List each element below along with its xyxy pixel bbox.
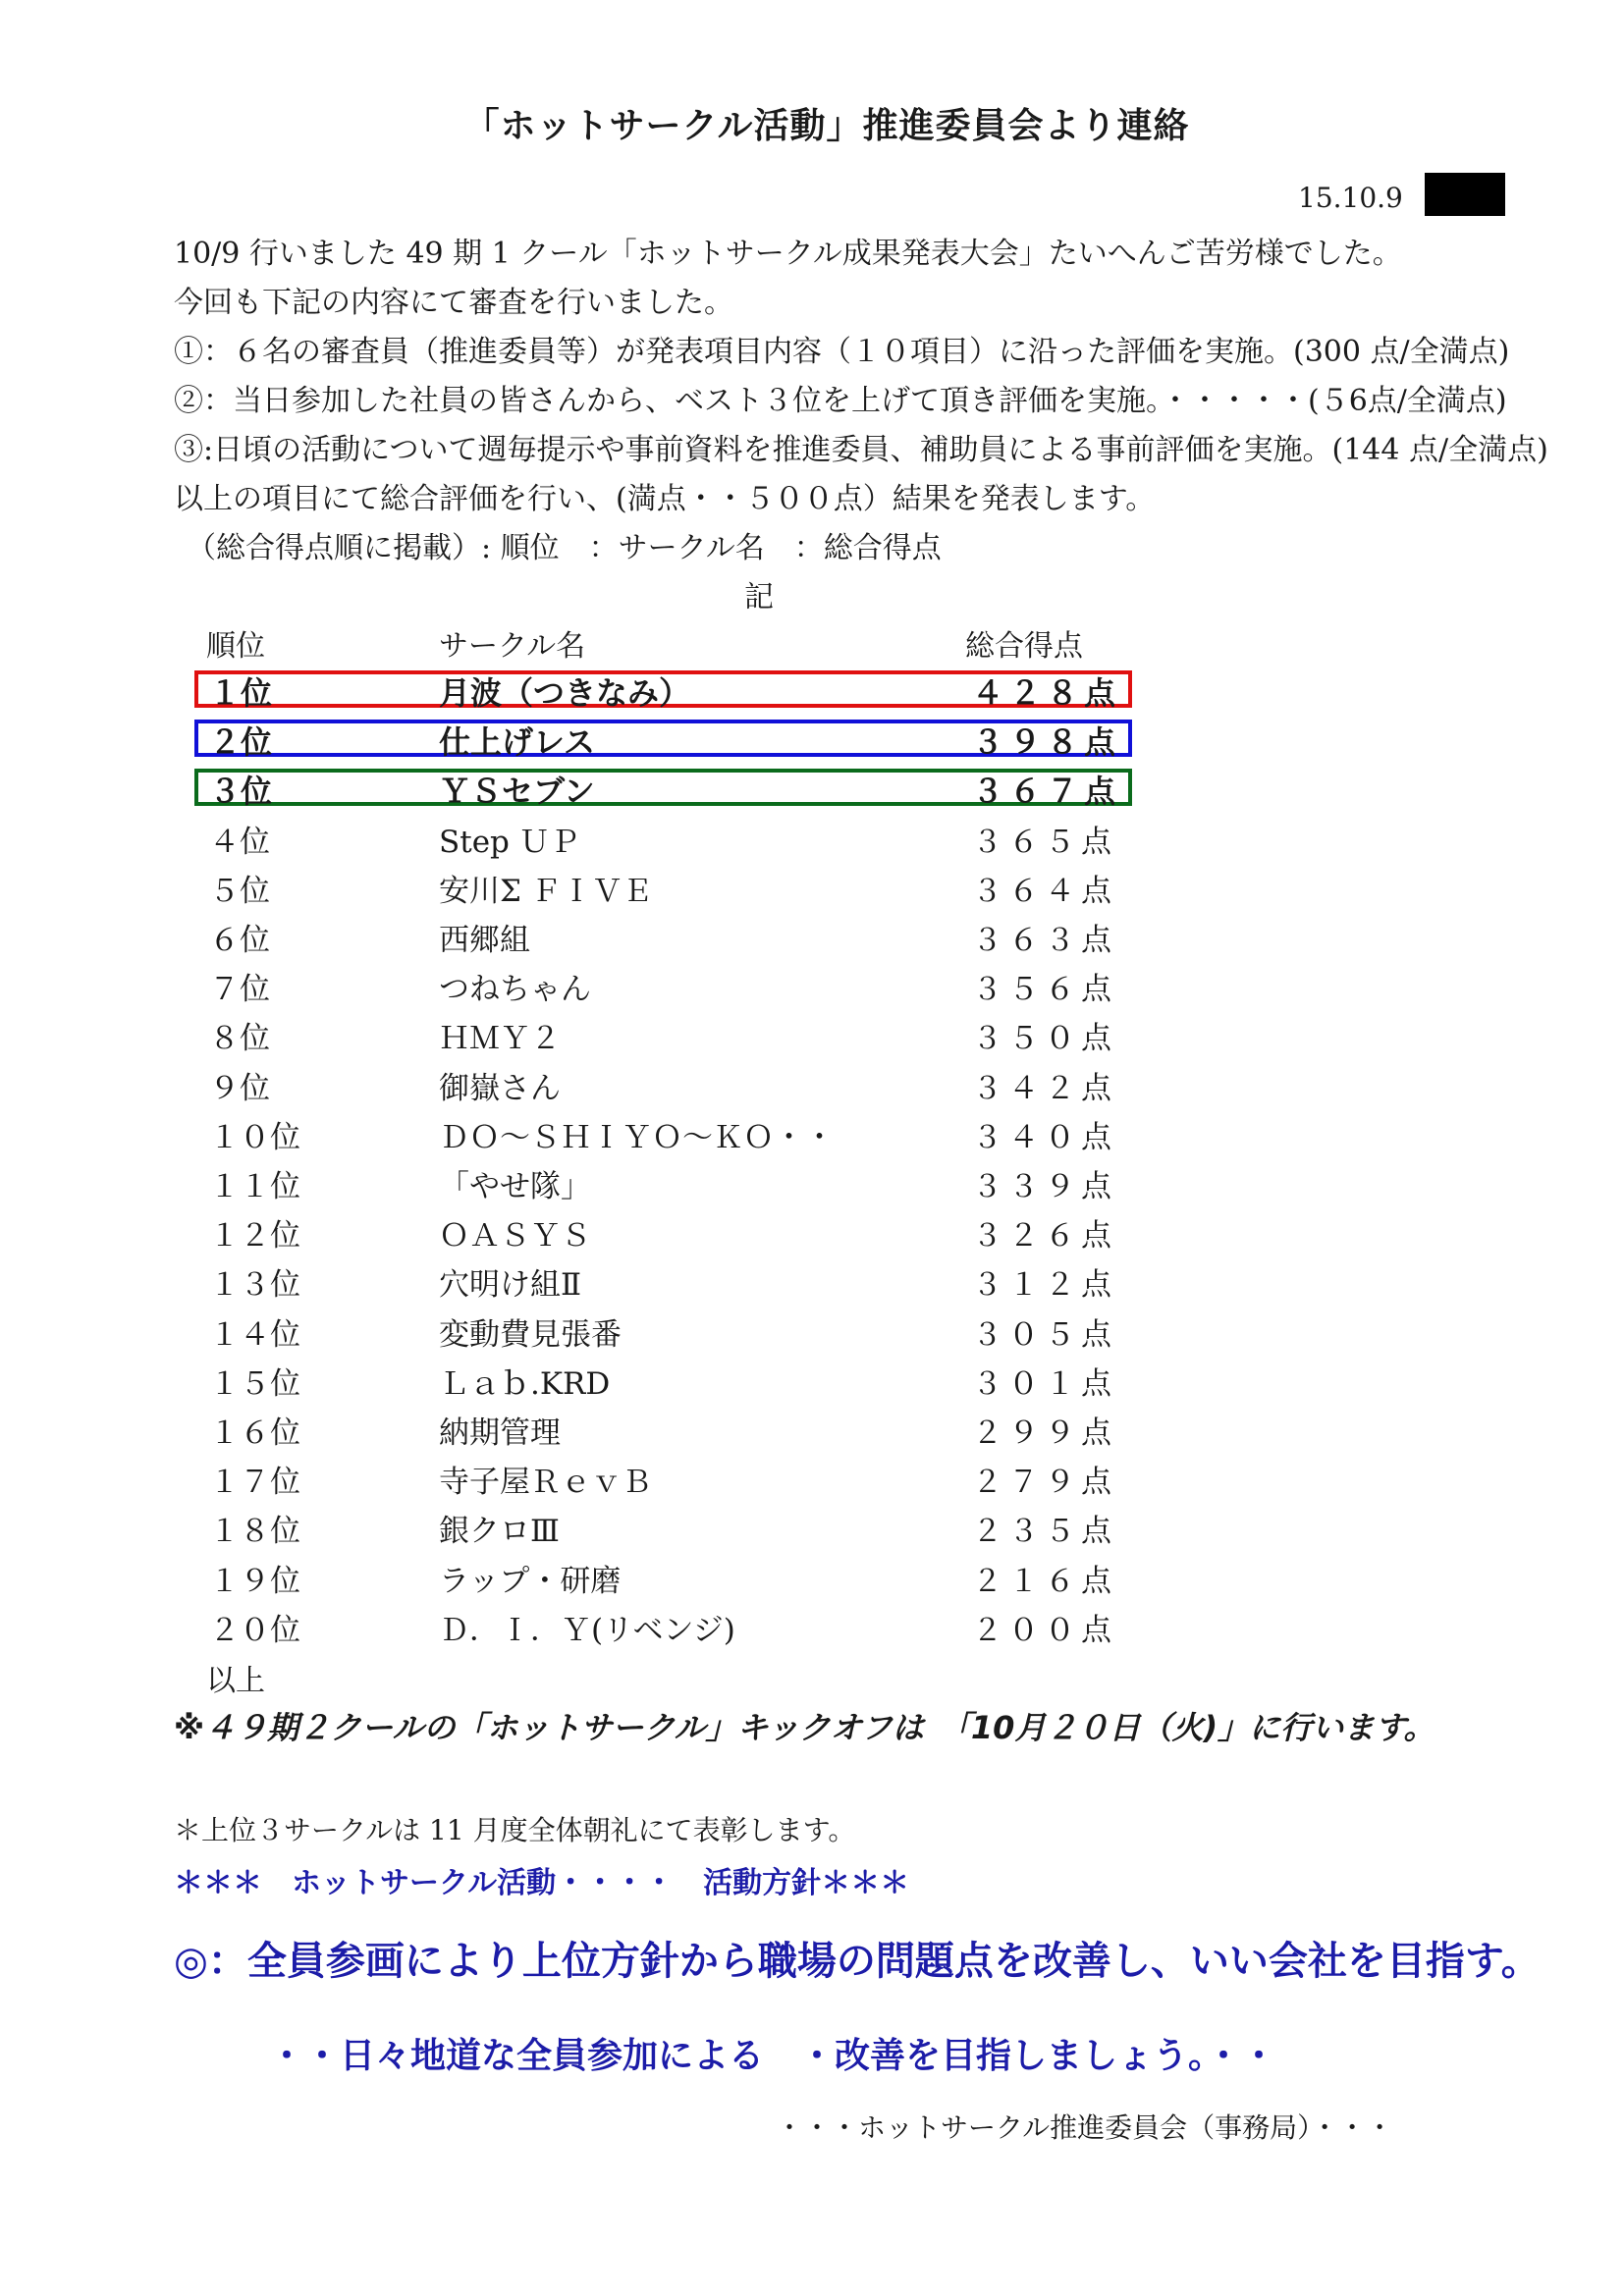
table-row	[0, 1063, 1624, 1112]
name-cell: 変動費見張番	[439, 1316, 622, 1353]
name-cell: ＤＯ～ＳＨＩＹＯ～ＫＯ・・	[439, 1119, 835, 1155]
name-cell: 仕上げレス	[439, 723, 596, 762]
policy-heading: ＊＊＊ ホットサークル活動・・・・ 活動方針＊＊＊	[174, 1866, 910, 1900]
name-cell: Ｄ．Ｉ．Ｙ(リベンジ)	[439, 1612, 735, 1648]
rank-cell: １０位	[209, 1119, 300, 1155]
rank-cell: １３位	[209, 1267, 300, 1304]
name-cell: 寺子屋ＲｅｖＢ	[439, 1465, 652, 1501]
intro-line: （総合得点順に掲載）: 順位 ：サークル名 ：総合得点	[187, 531, 942, 565]
table-row	[0, 1506, 1624, 1555]
date: 15.10.9	[1298, 182, 1403, 214]
rank-cell: １６位	[209, 1415, 300, 1451]
header-score: 総合得点	[965, 629, 1083, 664]
page-title: 「ホットサークル活動」推進委員会より連絡	[463, 106, 1190, 146]
award-note: ＊上位３サークルは 11 月度全体朝礼にて表彰します。	[174, 1814, 856, 1846]
name-cell: ＨＭＹ２	[439, 1021, 561, 1057]
name-cell: Step ＵＰ	[439, 824, 580, 860]
score-cell: ３４２点	[972, 1070, 1117, 1106]
intro-line: 以上の項目にて総合評価を行い、(満点・・５００点）結果を発表します。	[174, 482, 1156, 516]
rank-cell: ２０位	[209, 1612, 300, 1648]
table-row	[0, 817, 1624, 866]
table-row	[0, 1161, 1624, 1210]
score-cell: ３６５点	[972, 824, 1117, 860]
rank-cell: ８位	[209, 1021, 270, 1057]
rank-cell: ９位	[209, 1070, 270, 1106]
table-row	[0, 1408, 1624, 1457]
header-rank: 順位	[206, 629, 265, 664]
name-cell: 月波（つきなみ）	[439, 674, 691, 712]
name-cell: 納期管理	[439, 1415, 561, 1451]
rank-cell: ３位	[209, 773, 273, 811]
score-cell: ３６３点	[972, 923, 1117, 958]
rank-cell: １位	[209, 674, 273, 712]
name-cell: ＯＡＳＹＳ	[439, 1218, 591, 1255]
name-cell: 安川Σ ＦＩＶＥ	[439, 873, 653, 909]
rank-cell: ２位	[209, 723, 273, 762]
ki-label: 記	[744, 580, 774, 614]
score-cell: ３３９点	[972, 1169, 1117, 1204]
score-cell: ２９９点	[972, 1415, 1117, 1451]
table-row	[0, 915, 1624, 964]
score-cell: ２１６点	[972, 1563, 1117, 1599]
score-cell: ２３５点	[972, 1514, 1117, 1550]
name-cell: Ｌａｂ.KRD	[439, 1365, 611, 1402]
score-cell: ３５６点	[972, 972, 1117, 1008]
intro-line: ①：６名の審査員（推進委員等）が発表項目内容（１０項目）に沿った評価を実施。(300 点/全満点)	[174, 335, 1510, 369]
table-row	[0, 1359, 1624, 1408]
table-row	[0, 1210, 1624, 1259]
intro-line: 今回も下記の内容にて審査を行いました。	[174, 286, 733, 320]
rank-cell: １７位	[209, 1465, 300, 1501]
table-row	[0, 1457, 1624, 1506]
table-row	[0, 718, 1624, 767]
table-row	[0, 1112, 1624, 1161]
score-cell: ２００点	[972, 1612, 1117, 1648]
rank-cell: １２位	[209, 1218, 300, 1255]
score-cell: ３６７点	[972, 773, 1122, 811]
redaction-block	[1425, 173, 1505, 216]
score-cell: ３０１点	[972, 1365, 1117, 1402]
rank-cell: １４位	[209, 1316, 300, 1353]
intro-line: ③:日頃の活動について週毎提示や事前資料を推進委員、補助員による事前評価を実施。(144 点/全満点)	[174, 433, 1548, 467]
policy-sub: ・・日々地道な全員参加による ・改善を目指しましょう。・・	[268, 2036, 1276, 2076]
rank-cell: ４位	[209, 824, 270, 860]
intro-line: ②：当日参加した社員の皆さんから、ベスト３位を上げて頂き評価を実施。・・・・・(５6点/全満点)	[174, 384, 1507, 418]
rank-cell: １１位	[209, 1169, 300, 1204]
rank-cell: ５位	[209, 873, 270, 909]
table-row	[0, 1259, 1624, 1308]
table-row	[0, 1309, 1624, 1359]
table-footer: 以上	[206, 1664, 265, 1698]
policy-main: ◎：全員参画により上位方針から職場の問題点を改善し、いい会社を目指す。	[174, 1939, 1541, 1984]
rank-cell: ６位	[209, 923, 270, 958]
name-cell: 穴明け組Ⅱ	[439, 1267, 582, 1304]
score-cell: ２７９点	[972, 1465, 1117, 1501]
score-cell: ３４０点	[972, 1119, 1117, 1155]
table-row	[0, 964, 1624, 1013]
header-name: サークル名	[439, 629, 586, 664]
table-row	[0, 1605, 1624, 1654]
rank-cell: １８位	[209, 1514, 300, 1550]
score-cell: ３１２点	[972, 1267, 1117, 1304]
name-cell: つねちゃん	[439, 972, 591, 1008]
table-row	[0, 1556, 1624, 1605]
score-cell: ３９８点	[972, 723, 1122, 762]
table-row	[0, 668, 1624, 718]
kickoff-note: ※４９期２クールの「ホットサークル」キックオフは 「10月２０日（火)」に行います。	[174, 1709, 1435, 1746]
score-cell: ３５０点	[972, 1021, 1117, 1057]
name-cell: 銀クロⅢ	[439, 1514, 560, 1550]
intro-line: 10/9 行いました 49 期 1 クール「ホットサークル成果発表大会」たいへんご苦労様でした。	[174, 237, 1402, 271]
name-cell: 御嶽さん	[439, 1070, 561, 1106]
rank-cell: １９位	[209, 1563, 300, 1599]
name-cell: 「やせ隊」	[439, 1169, 591, 1204]
signature: ・・・ホットサークル推進委員会（事務局）・・・	[776, 2111, 1394, 2144]
name-cell: ＹＳセブン	[439, 773, 595, 811]
table-row	[0, 1013, 1624, 1062]
table-row	[0, 866, 1624, 915]
name-cell: ラップ・研磨	[439, 1563, 622, 1599]
rank-cell: ７位	[209, 972, 270, 1008]
name-cell: 西郷組	[439, 923, 530, 958]
rank-cell: １５位	[209, 1365, 300, 1402]
score-cell: ３２６点	[972, 1218, 1117, 1255]
table-row	[0, 767, 1624, 816]
score-cell: ３６４点	[972, 873, 1117, 909]
score-cell: ４２８点	[972, 674, 1122, 712]
score-cell: ３０５点	[972, 1316, 1117, 1353]
